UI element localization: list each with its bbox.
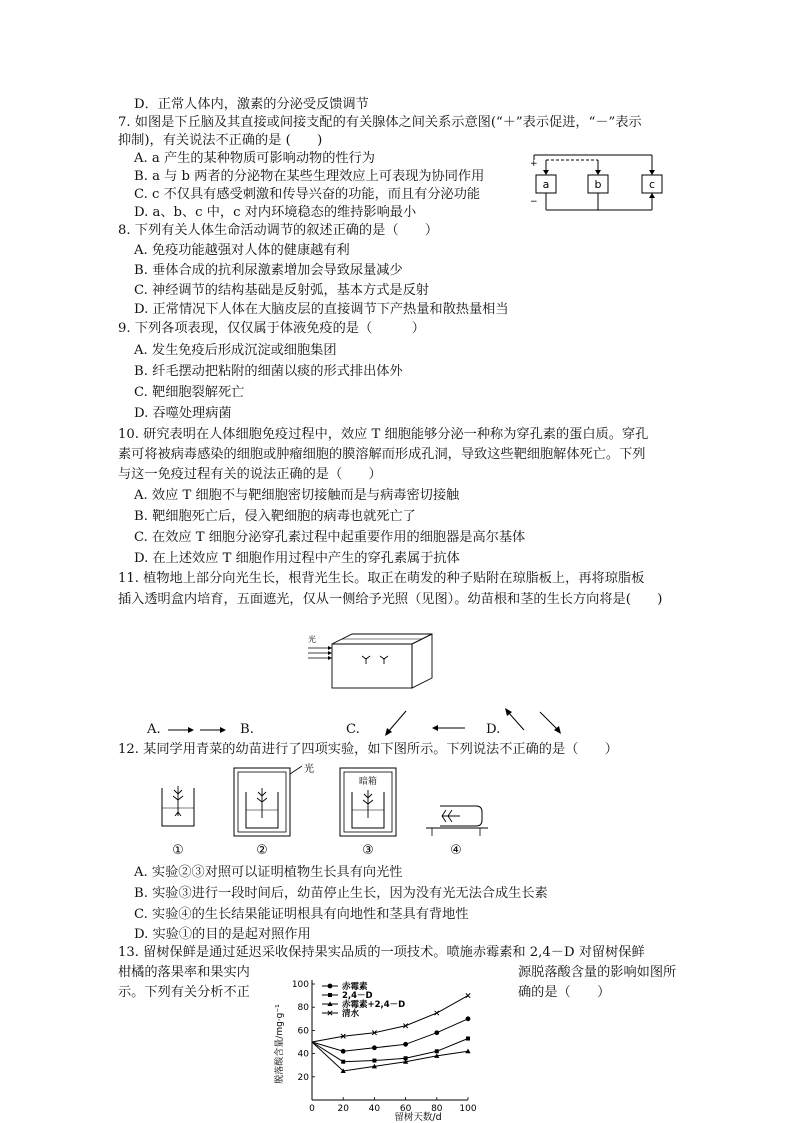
q10-option-d: D. 在上述效应 T 细胞作用过程中产生的穿孔素属于抗体 <box>134 551 460 566</box>
q8-option-d: D. 正常情况下人体在大脑皮层的直接调节下产热量和散热量相当 <box>134 302 509 317</box>
chart-x-tick-label: 100 <box>459 1104 477 1114</box>
q11-option-d-label: D. <box>486 722 501 737</box>
q12-option-d: D. 实验①的目的是起对照作用 <box>134 927 311 942</box>
q9-option-a: A. 发生免疫后形成沉淀或细胞集团 <box>134 343 337 358</box>
q9-option-d: D. 吞噬处理病菌 <box>134 406 232 421</box>
q13-stem-cont2: 示。下列有关分析不正 <box>118 985 250 1000</box>
chart-point <box>466 1016 471 1021</box>
chart-series-2 <box>312 1037 470 1064</box>
q7-plus-sign: + <box>530 159 538 169</box>
q7-option-c: C. c 不仅具有感受刺激和传导兴奋的功能，而且有分泌功能 <box>134 187 481 202</box>
q10-option-b: B. 靶细胞死亡后，侵入靶细胞的病毒也就死亡了 <box>134 509 416 524</box>
q10-option-c: C. 在效应 T 细胞分泌穿孔素过程中起重要作用的细胞器是高尔基体 <box>134 530 526 545</box>
chart-y-tick-label: 40 <box>297 1049 309 1060</box>
chart-point <box>372 1045 377 1050</box>
q12-label-2: ② <box>256 843 268 858</box>
q12-option-b: B. 实验③进行一段时间后，幼苗停止生长，因为没有光无法合成生长素 <box>134 886 548 901</box>
q12-option-a: A. 实验②③对照可以证明植物生长具有向光性 <box>134 865 403 880</box>
q11-stem-cont: 插入透明盒内培育，五面遮光，仅从一侧给予光照（见图）。幼苗根和茎的生长方向将是( ) <box>118 592 663 607</box>
chart-x-axis-label: 留树天数/d <box>394 1112 442 1122</box>
chart-legend <box>322 981 405 1019</box>
q12-label-3: ③ <box>362 843 374 858</box>
q12-label-4: ④ <box>450 843 462 858</box>
q7-stem-cont: 抑制)，有关说法不正确的是 ( ) <box>118 133 323 148</box>
chart-x-tick-label: 0 <box>309 1104 315 1114</box>
q12-label-1: ① <box>172 843 184 858</box>
chart-x-tick-label: 40 <box>368 1104 381 1114</box>
chart-point <box>341 1049 346 1054</box>
q12-darkbox-label: 暗箱 <box>358 777 378 787</box>
q12-option-c: C. 实验④的生长结果能证明根具有向地性和茎具有背地性 <box>134 907 469 922</box>
chart-y-tick-label: 60 <box>297 1026 309 1037</box>
chart-x-tick-label: 80 <box>431 1104 443 1114</box>
q7-gland-diagram <box>528 152 668 218</box>
q12-light-label: 光 <box>304 764 314 775</box>
q12-setup-2 <box>234 762 314 858</box>
chart-point <box>434 1030 439 1035</box>
chart-point <box>403 1042 408 1047</box>
q12-stem: 12. 某同学用青菜的幼苗进行了四项实验，如下图所示。下列说法不正确的是（ ） <box>118 742 618 757</box>
q6-option-d: D．正常人体内，激素的分泌受反馈调节 <box>134 97 369 112</box>
q9-option-b: B. 纤毛摆动把粘附的细菌以痰的形式排出体外 <box>134 364 403 379</box>
chart-axes <box>312 980 468 1100</box>
chart-point <box>466 993 470 997</box>
q8-option-a: A. 免疫功能越强对人体的健康越有利 <box>134 243 350 258</box>
q7-minus-sign: − <box>530 197 538 207</box>
chart-series-1 <box>312 1016 470 1053</box>
chart-point <box>465 1049 470 1054</box>
chart-y-tick-label: 20 <box>297 1072 309 1083</box>
q7-stem: 7. 如图是下丘脑及其直接或间接支配的有关腺体之间关系示意图(“＋”表示促进，“－”表示 <box>118 115 642 130</box>
q7-box-b: b <box>594 178 602 191</box>
chart-point <box>328 984 333 989</box>
chart-point <box>435 1049 439 1053</box>
q13-stem-cont1-right: 源脱落酸含量的影响如图所 <box>518 965 677 980</box>
chart-x-tick-label: 20 <box>337 1104 349 1114</box>
q10-option-a: A. 效应 T 细胞不与靶细胞密切接触而是与病毒密切接触 <box>134 488 460 503</box>
q8-option-b: B. 垂体合成的抗利尿激素增加会导致尿量减少 <box>134 263 403 278</box>
chart-legend-entry: 赤霉素 <box>342 982 368 992</box>
q7-box-c: c <box>648 178 656 191</box>
chart-point <box>328 993 332 997</box>
chart-point <box>341 1060 345 1064</box>
q13-stem-cont2-right: 确的是（ ） <box>518 985 611 1000</box>
q12-experiment-figures <box>150 762 510 862</box>
q12-setup-3 <box>340 768 396 858</box>
chart-x-tick-label: 60 <box>399 1104 412 1114</box>
chart-series-line <box>312 1019 468 1051</box>
q11-option-c-arrows <box>380 708 500 738</box>
q11-option-d-arrows <box>500 706 570 736</box>
q13-stem-cont1: 柑橘的落果率和果实内 <box>118 965 250 980</box>
q7-option-b: B. a 与 b 两者的分泌物在某些生理效应上可表现为协同作用 <box>134 169 485 184</box>
q11-option-b-label: B. <box>240 722 254 737</box>
q7-option-a: A. a 产生的某种物质可影响动物的性行为 <box>134 151 375 166</box>
chart-legend-entry: 赤霉素+2,4－D <box>342 1000 406 1010</box>
q8-stem: 8. 下列有关人体生命活动调节的叙述正确的是（ ） <box>118 223 439 238</box>
chart-series-line <box>312 1039 468 1062</box>
q10-stem-cont2: 与这一免疫过程有关的说法正确的是（ ） <box>118 467 382 482</box>
chart-legend-entry: 清水 <box>342 1009 360 1019</box>
chart-y-tick-label: 100 <box>291 980 309 990</box>
chart-y-tick-label: 80 <box>297 1003 309 1014</box>
chart-legend-entry: 2,4－D <box>342 991 373 1001</box>
q13-abscisic-acid-chart <box>272 974 482 1122</box>
q13-stem: 13. 留树保鲜是通过延迟采收保持果实品质的一项技术。喷施赤霉素和 2,4－D 对留树保鲜 <box>118 945 645 960</box>
chart-point <box>435 1011 439 1015</box>
q8-option-c: C. 神经调节的结构基础是反射弧，基本方式是反射 <box>134 283 429 298</box>
q11-option-a-label: A. <box>147 722 161 737</box>
q12-setup-1 <box>162 786 194 858</box>
chart-point <box>372 1059 376 1063</box>
q11-option-c-label: C. <box>346 722 360 737</box>
q11-light-label: 光 <box>308 635 316 644</box>
q12-setup-4 <box>426 806 488 858</box>
q11-agar-box-figure <box>306 632 436 692</box>
q11-option-a-arrows <box>166 722 232 738</box>
q9-option-c: C. 靶细胞裂解死亡 <box>134 385 245 400</box>
chart-y-axis-label: 脱落酸含量/mg·g⁻¹ <box>275 1004 285 1084</box>
q9-stem: 9. 下列各项表现，仅仅属于体液免疫的是（ ） <box>118 321 425 336</box>
q10-stem-cont1: 素可将被病毒感染的细胞或肿瘤细胞的膜溶解而形成孔洞，导致这些靶细胞解体死亡。下列 <box>118 447 646 462</box>
q7-box-a: a <box>542 178 550 191</box>
chart-point <box>466 1037 470 1041</box>
q7-option-d: D. a、b、c 中，c 对内环境稳态的维持影响最小 <box>134 205 417 220</box>
q10-stem: 10. 研究表明在人体细胞免疫过程中，效应 T 细胞能够分泌一种称为穿孔素的蛋白质。穿孔 <box>118 427 649 442</box>
q11-stem: 11. 植物地上部分向光生长，根背光生长。取正在萌发的种子贴附在琼脂板上，再将琼脂板 <box>118 571 645 586</box>
